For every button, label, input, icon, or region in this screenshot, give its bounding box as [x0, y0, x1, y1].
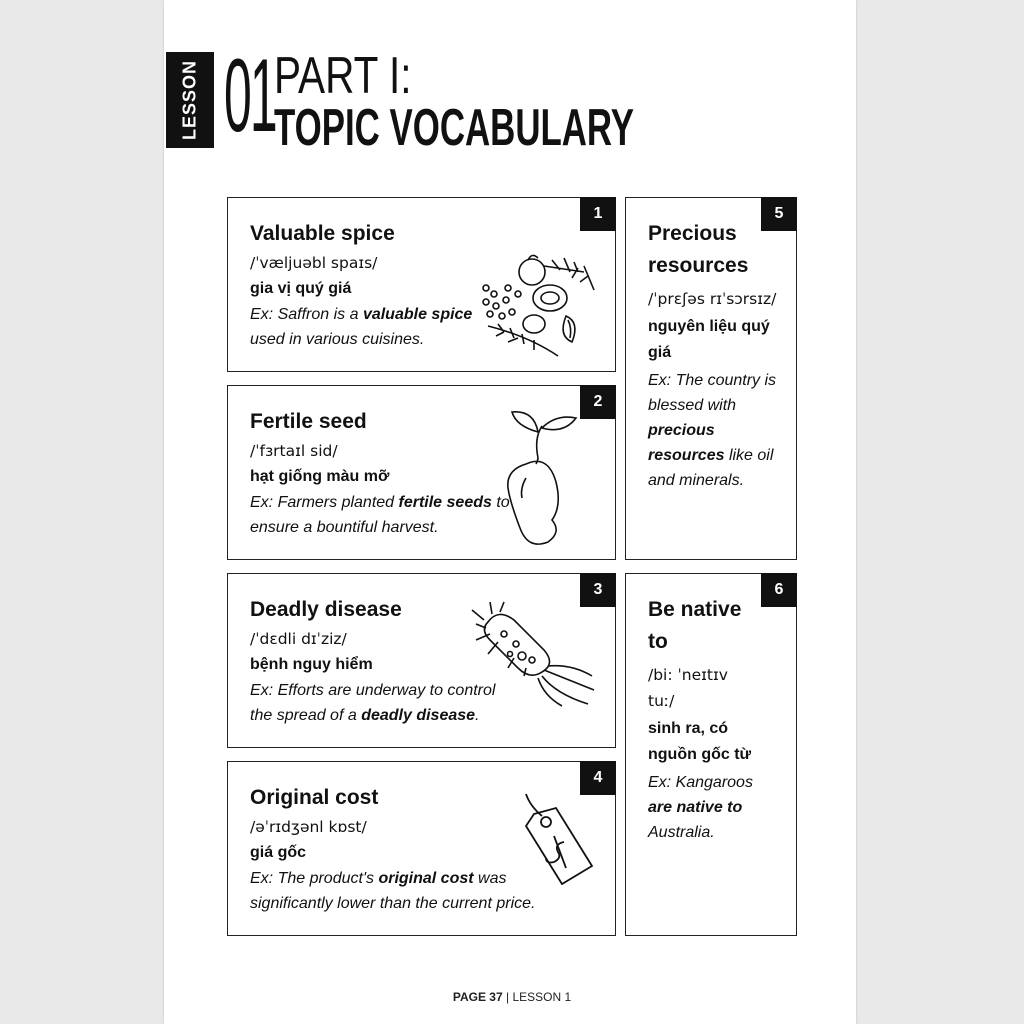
vocab-ipa: /əˈrɪdʒənl kɒst/ — [250, 818, 367, 836]
title-topic: TOPIC VOCABULARY — [274, 99, 635, 157]
vocab-word: Fertile seed — [250, 410, 367, 433]
vocab-example: Ex: The product's original cost was significantly lower than the current price. — [250, 870, 536, 912]
vocab-word: Deadly disease — [250, 598, 402, 621]
vocab-ipa: /ˈdɛdli dɪˈziz/ — [250, 630, 347, 648]
vocab-word: Be native to — [648, 598, 742, 653]
lesson-tab-label: LESSON — [179, 59, 200, 141]
vocab-translation: gia vị quý giá — [250, 280, 352, 297]
footer-lesson: LESSON 1 — [512, 990, 572, 1004]
vocab-translation: hạt giống màu mỡ — [250, 468, 390, 485]
vocab-card-3 — [227, 573, 616, 748]
lesson-tab — [166, 52, 214, 148]
card-number-badge: 3 — [580, 573, 616, 607]
vocab-translation: giá gốc — [250, 844, 307, 861]
card-number-badge: 6 — [761, 573, 797, 607]
vocab-example: Ex: Saffron is a valuable spice used in various cuisines. — [250, 306, 473, 348]
card-number-badge: 5 — [761, 197, 797, 231]
title-part: PART I: — [274, 47, 412, 105]
vocab-word: Valuable spice — [250, 222, 395, 245]
card-number-badge: 2 — [580, 385, 616, 419]
vocab-translation: sinh ra, có nguồn gốc từ — [648, 720, 752, 763]
page-footer — [0, 990, 1024, 1004]
vocab-translation: nguyên liệu quý giá — [648, 318, 770, 361]
bacteria-icon — [462, 598, 602, 708]
vocab-ipa: /bi: ˈneɪtɪv tuː/ — [648, 666, 728, 710]
vocab-card-1 — [227, 197, 616, 372]
vocab-ipa: /ˈvæljuəbl spaɪs/ — [250, 254, 378, 272]
vocab-card-5 — [625, 197, 797, 560]
vocab-ipa: /ˈfɜrtaɪl sid/ — [250, 442, 338, 460]
vocab-card-6 — [625, 573, 797, 936]
vocab-word: Precious resources — [648, 222, 749, 277]
lesson-number: 01 — [224, 38, 276, 154]
vocab-ipa: /ˈprɛʃəs rɪˈsɔrsɪz/ — [648, 290, 777, 308]
vocab-word: Original cost — [250, 786, 379, 809]
footer-separator: | — [505, 990, 510, 1004]
vocab-card-4 — [227, 761, 616, 936]
vocab-card-2 — [227, 385, 616, 560]
price-tag-icon — [512, 792, 598, 892]
spices-icon — [478, 246, 610, 362]
page-number: PAGE 37 — [452, 990, 503, 1004]
vocab-example: Ex: The country is blessed with precious resources like oil and minerals. — [648, 372, 777, 489]
vocab-example: Ex: Farmers planted fertile seeds to ensure a bountiful harvest. — [250, 494, 510, 536]
vocab-example: Ex: Efforts are underway to control the spread of a deadly disease. — [250, 682, 496, 724]
vocab-translation: bệnh nguy hiểm — [250, 656, 373, 673]
seed-sprout-icon — [490, 406, 580, 546]
vocab-example: Ex: Kangaroos are native to Australia. — [648, 774, 753, 841]
card-number-badge: 4 — [580, 761, 616, 795]
card-number-badge: 1 — [580, 197, 616, 231]
